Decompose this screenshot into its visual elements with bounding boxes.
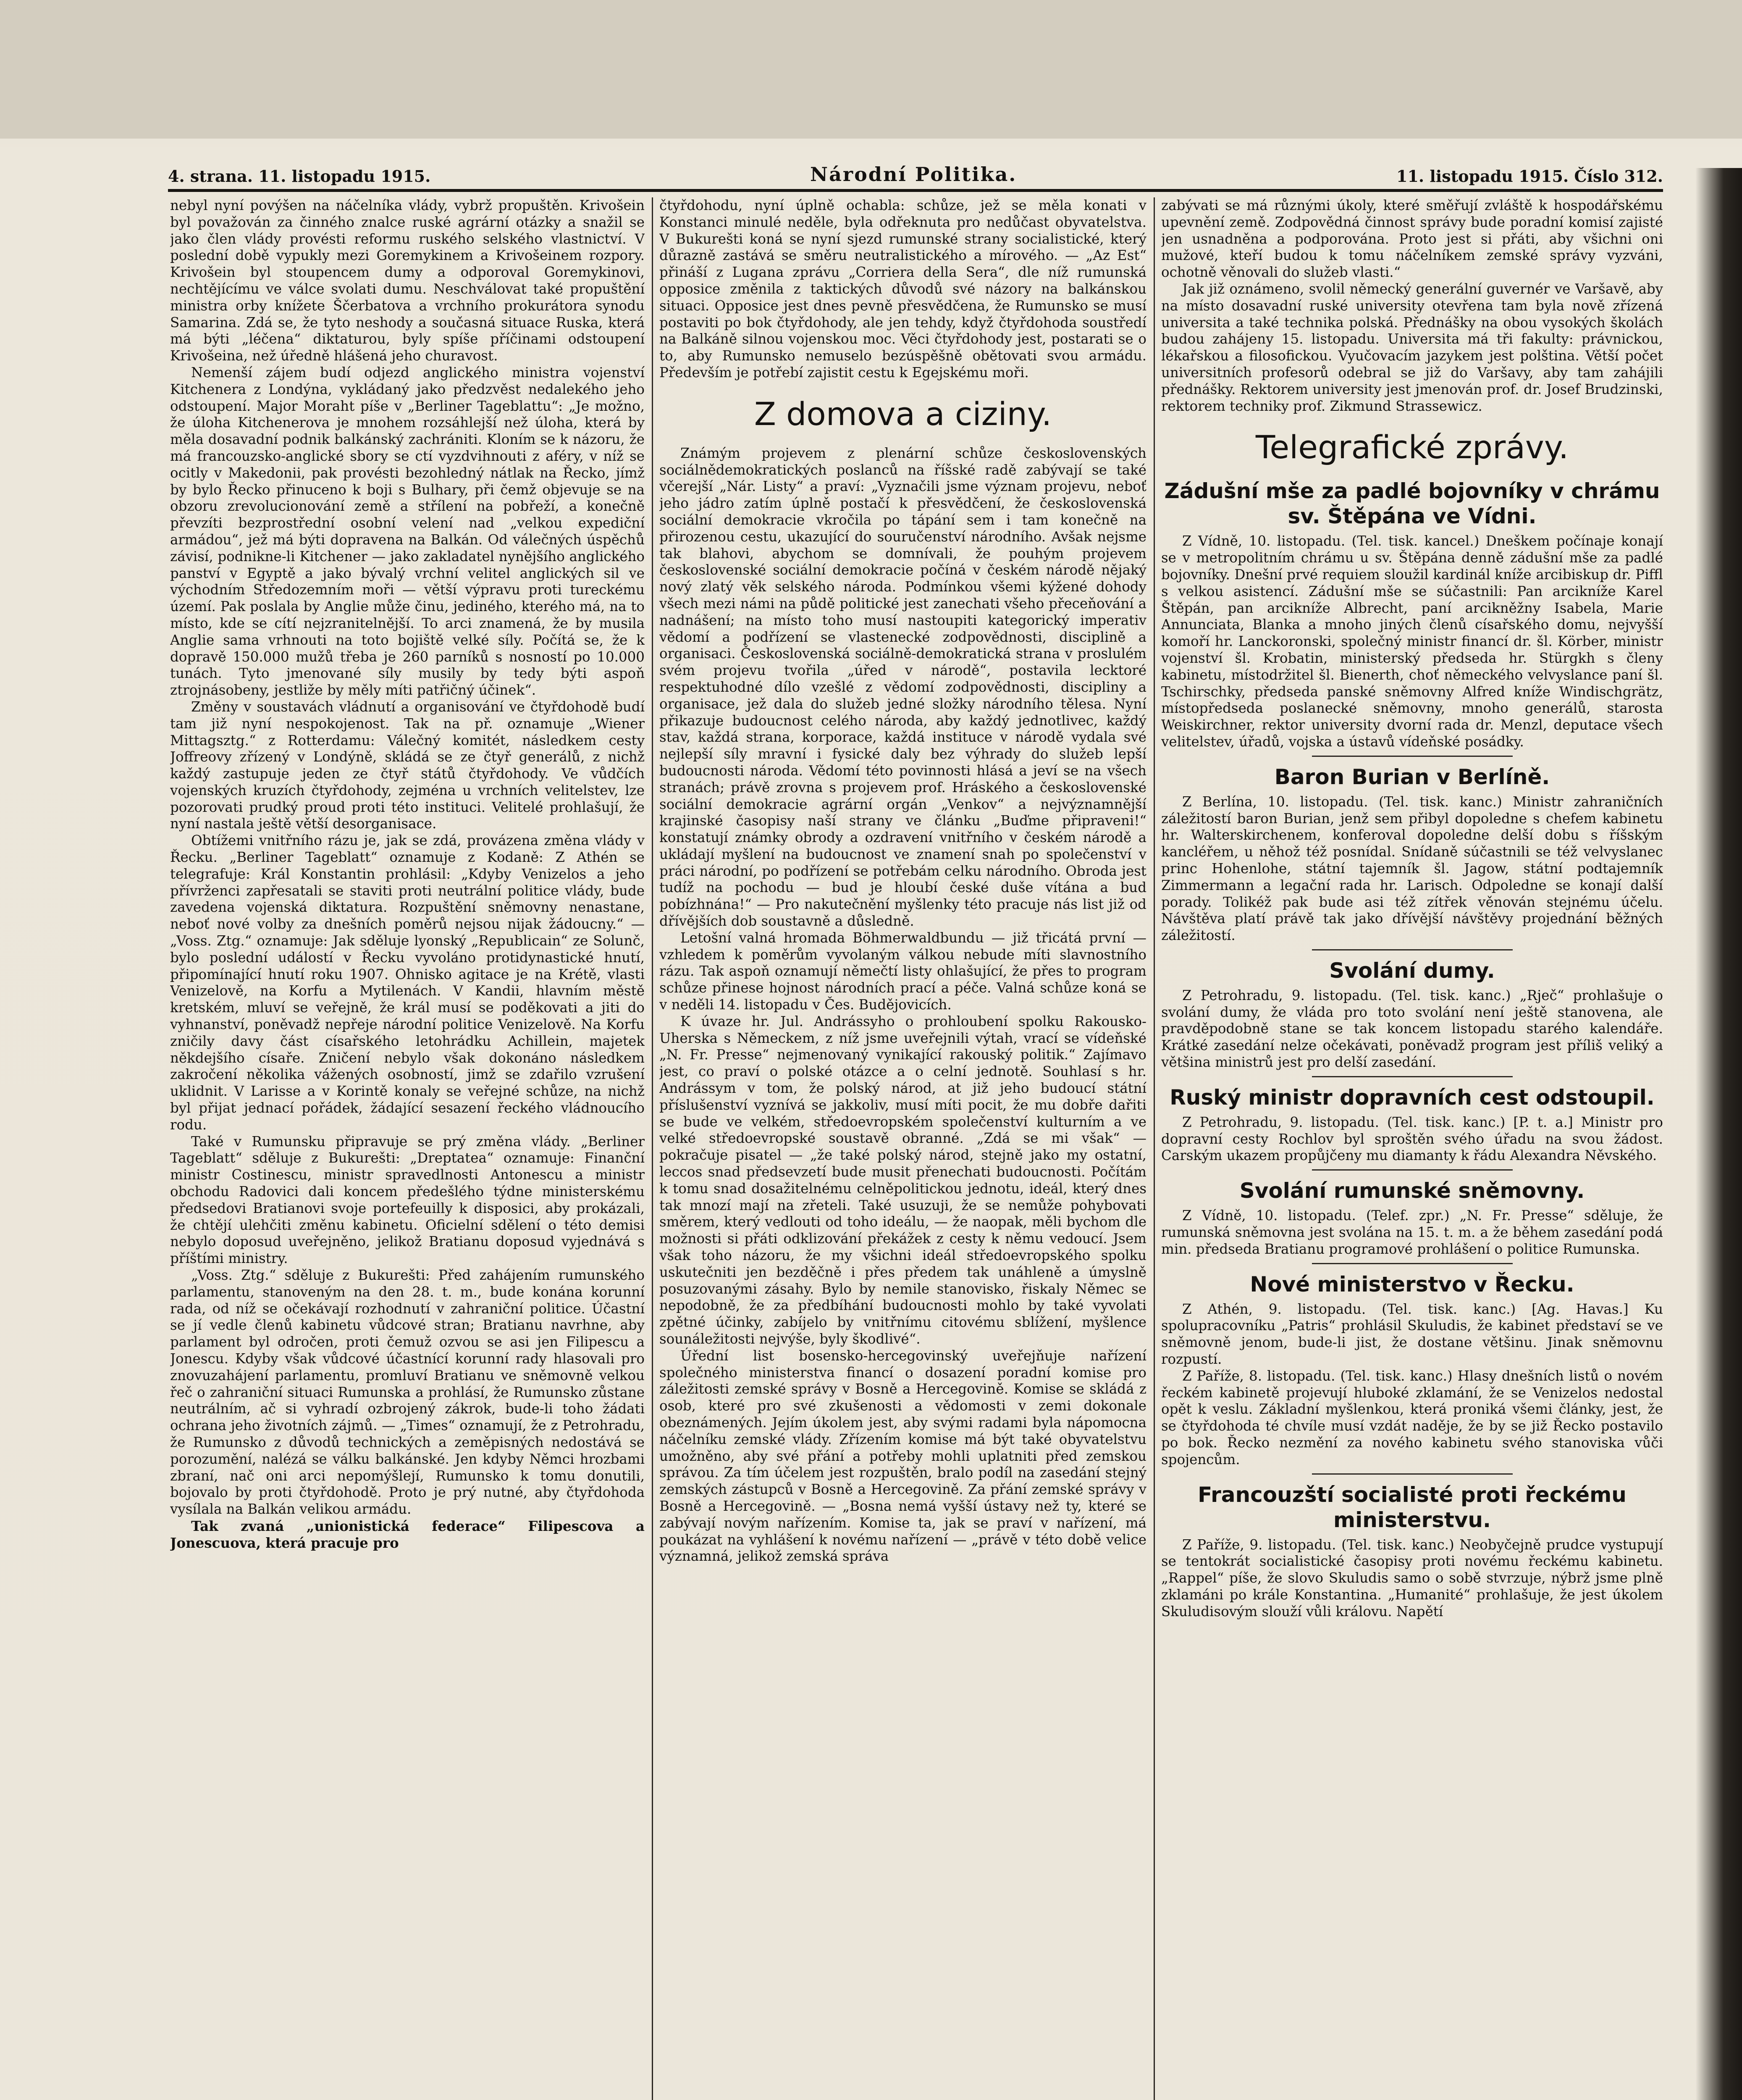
article-text: Z Paříže, 8. listopadu. (Tel. tisk. kanc.) Hlasy dnešních listů o novém řeckém kabinetě projevují hluboké zklamání, že se Venizelos nedostal opět k veslu. Základní myšlenkou, která proniká všemi články, jest, že se čtyřdohoda té chvíle musí vzdát naděje, že by se již Řecko postavilo po bok. Řecko nezmění za nového kabinetu svého stanoviska vůči spojencům. [1161, 1368, 1663, 1467]
header-newspaper-title: Národní Politika. [810, 163, 1017, 186]
article-text: Z Vídně, 10. listopadu. (Telef. zpr.) „N. Fr. Presse“ sděluje, že rumunská sněmovna jest svolána na 15. t. m. a že během zasedání podá min. předseda Bratianu programové prohlášení o politice Rumunska. [1161, 1208, 1663, 1257]
article-text: Z Paříže, 9. listopadu. (Tel. tisk. kanc.) Neobyčejně prudce vystupují se tentokrát socialistické časopisy proti novému řeckému kabinetu. „Rappel“ píše, že slovo Skuludis samo o sobě stvrzuje, nýbrž jsme plně zklamáni po krále Konstantina. „Humanité“ prohlašuje, že jest úkolem Skuludisovým slouží vůli královu. Napětí [1161, 1536, 1663, 1620]
article-text: Z Athén, 9. listopadu. (Tel. tisk. kanc.) [Ag. Havas.] Ku spolupracovníku „Patris“ prohlásil Skuludis, že kabinet představí se ve sněmovně jenom, bude-li jist, že dostane většinu. Jinak sněmovnu rozpustí. [1161, 1301, 1663, 1368]
paragraph: Známým projevem z plenární schůze československých sociálnědemokratických poslanců na říšské radě zabývají se také včerejší „Nár. Listy“ a praví: „Vyznačili jsme význam projevu, neboť jeho jádro zatím úplně postačí k přesvědčení, že československá sociální demokracie vkročila po tápání sem i tam konečně na přirozenou cestu, ukazující do souručenství národního. Avšak nejsme tak blahovi, abychom se domnívali, že pouhým projevem československé sociální demokracie počíná v českém národě nějaký nový zlatý věk selského národa. Podmínkou všemi kýžené dohody všech mezi námi na půdě politické jest zanechati všeho přeceňování a nadnášení; na místo toho musí nastoupiti kategorický imperativ vědomí a podřízení se vlastenecké zodpovědnosti, disciplině a organisaci. Československá sociálně-demokratická strana v proslulém svém projevu tvořila „úřed v národě“, postavila lecktoré respektuhodné dílo vzešlé z vědomí zodpovědnosti, discipliny a organisace, jež dala do služeb jedné složky národního tělesa. Nyní přikazuje budoucnost celého národa, aby každý jednotlivec, každý stav, každá strana, korporace, každá instituce v národě vydala své nejlepší síly mravní i fysické daly bez výhrady do služeb lepší budoucnosti národa. Vědomí této povinnosti hlásá a jeví se na všech stranách; právě zrovna s projevem prof. Hráského a československé sociální demokracie agrární orgán „Venkov“ a nejvýznamnější krajinské časopisy naší strany ve článku „Buďme připraveni!“ konstatují známky obrody a ozdravení vnitřního v českém národě a ukládají myšlení na budoucnost ve znamení snah po společenství v práci národní, po podřízení se potřebám celku národního. Obroda jest tudíž na pochodu — bud je hloubí české duše vítána a bud pobízhnána!“ — Pro nakutečnění myšlenky této pracuje nás list již od dřívějších dob soustavně a důsledně. [659, 445, 1146, 929]
paragraph: Jak již oznámeno, svolil německý generální guvernér ve Varšavě, aby na místo dosavadní ruské university otevřena tam byla nově zřízená universita a také technika polská. Přednášky na obou vysokých školách budou zahájeny 15. listopadu. Universita má tři fakulty: právnickou, lékařskou a filosofickou. Vyučovacím jazykem jest polština. Větší počet universitních profesorů odebral se již do Varšavy, aby tam zahájili přednášky. Rektorem university jest jmenován prof. dr. Josef Brudzinski, rektorem techniky prof. Zikmund Strassewicz. [1161, 281, 1663, 414]
paragraph: zabývati se má různými úkoly, které směřují zvláště k hospodářskému upevnění země. Zodpovědná činnost správy bude poradní komisí zajisté jen usnadněna a podporována. Proto jest si přáti, aby všichni oni mužové, kteří budou k tomu náčelníkem zemské správy vyzváni, ochotně věnovali do služeb vlasti.“ [1161, 197, 1663, 281]
column-3 [1161, 197, 1663, 2100]
article-headline: Baron Burian v Berlíně. [1274, 764, 1550, 789]
article-headline: Zádušní mše za padlé bojovníky v chrámu sv. Štěpána ve Vídni. [1164, 479, 1660, 529]
column-1 [170, 197, 645, 2100]
article-text: Z Berlína, 10. listopadu. (Tel. tisk. kanc.) Ministr zahraničních záležitostí baron Burian, jenž sem přibyl dopoledne s chefem kabinetu hr. Walterskirchenem, konferoval dopoledne delší dobu s říšským kancléřem, u něhož též posnídal. Snídaně súčastnili se též velvyslanec princ Hohenlohe, státní tajemník šl. Jagow, státní podtajemník Zimmermann a legační rada hr. Larisch. Odpoledne se konají další porady. Tolikéž pak bude asi též zítřek věnován stejnému účelu. Návštěva platí právě tak jako dřívější návštěvy projednání běžných záležitostí. [1161, 793, 1663, 944]
paragraph: K úvaze hr. Jul. Andrássyho o prohloubení spolku Rakousko-Uherska s Německem, z níž jsme uveřejnili výtah, vrací se vídeňské „N. Fr. Presse“ nejmenovaný vynikající rakouský politik.“ Zajímavo jest, co praví o polské otázce a o celní jednotě. Souhlasí s hr. Andrássym v tom, že polský národ, at již jeho budoucí státní příslušenství vyznívá se jakkoliv, musí míti pocit, že mu dobře dařiti se bude ve velkém, středoevropském společenství kulturním a ve velké středoevropské soustavě obranné. „Zdá se mi však“ — pokračuje pisatel — „že také polský národ, stejně jako my ostatní, leccos snad předsevzetí bude musit přenechati budoucnosti. Počítám k tomu snad dosažitelnému celněpolitickou jednotu, ideál, který dnes tak mnozí mají na zřeteli. Také usuzuji, že se nemůže pohybovati směrem, který vedlouti od toho ideálu, — že naopak, měli bychom dle možnosti si přáti odklizování překážek z cesty k němu vedoucí. Jsem však toho názoru, že my všichni ideál středoevropského spolku uskutečniti jen bezděčně i přes předem tak unáhleně a úmyslně posuzovanými zásahy. Bylo by nemile stanovisko, řiskaly Němec se nepodobně, že za předbíhání budoucnosti mohlo by také vyvolati zpětné účinky, zabíjelo by vnitřnímu citovému sblížení, myšlence sounáležitosti nejvýše, byly škodlivé“. [659, 1013, 1146, 1347]
article-headline: Svolání dumy. [1329, 958, 1495, 983]
article-headline: Ruský ministr dopravních cest odstoupil. [1170, 1085, 1655, 1110]
article-rule [1312, 1473, 1513, 1475]
article-rule [1312, 1169, 1513, 1171]
column-2 [659, 197, 1146, 2100]
section-heading: Z domova a ciziny. [754, 395, 1052, 433]
paragraph: nebyl nyní povýšen na náčelníka vlády, vybrž propuštěn. Krivošein byl považován za činného znalce ruské agrární otázky a snažil se jako člen vlády provésti reformu ruského selského vlastnictví. V poslední době vypukly mezi Goremykinem a Krivošeinem rozpory. Krivošein byl stoupencem dumy a odporoval Goremykinovi, nechtějícímu ve válce svolati dumu. Neschválovat také propuštění ministra orby knížete Ščerbatova a vrchního prokurátora synodu Samarina. Zdá se, že tyto neshody a současná situace Ruska, která má býti „léčena“ diktaturou, byly spíše příčinami odstoupení Krivošeina, než úředně hlášená jeho churavost. [170, 197, 645, 364]
paragraph: Letošní valná hromada Böhmerwaldbundu — již třicátá první — vzhledem k poměrům vyvolaným válkou nebude míti slavnostního rázu. Tak aspoň oznamují němečtí listy ohlašující, že přes to program schůze přinese hojnost národních prací a péče. Valná schůze koná se v neděli 14. listopadu v Čes. Budějovicích. [659, 929, 1146, 1013]
scan-edge-shadow [1696, 168, 1742, 2100]
header-right: 11. listopadu 1915. Číslo 312. [1396, 167, 1663, 186]
article-headline: Nové ministerstvo v Řecku. [1250, 1272, 1574, 1297]
column-divider [1154, 197, 1155, 2100]
paragraph: čtyřdohodu, nyní úplně ochabla: schůze, jež se měla konati v Konstanci minulé neděle, byla odřeknuta pro nedůčast obyvatelstva. V Bukurešti koná se nyní sjezd rumunské strany socialistické, který důrazně zastává se směru neutralistického a mírového. — „Az Est“ přináší z Lugana zprávu „Corriera della Sera“, dle níž rumunská opposice změnila z taktických důvodů své názory na balkánskou situaci. Opposice jest dnes pevně přesvědčena, že Rumunsko se musí postaviti po bok čtyřdohody, ale jen tehdy, když čtyřdohoda soustředí na Balkáně silnou vojenskou moc. Věci čtyřdohody jest, postarati se o to, aby Rumunsko nemuselo bezúspěšně obětovati svou armádu. Především je potřebí zajistit cestu k Egejskému moři. [659, 197, 1146, 381]
paragraph: Nemenší zájem budí odjezd anglického ministra vojenství Kitchenera z Londýna, vykládaný jako předzvěst nedalekého jeho odstoupení. Major Moraht píše v „Berliner Tageblattu“: „Je možno, že úloha Kitchenerova je mnohem rozsáhlejší než úloha, která by měla dosavadní podnik balkánský zachrániti. Kloním se k názoru, že má francouzsko-anglické sbory se ctí vyzdvihnouti z aféry, v níž se ocitly v Makedonii, pak provésti bezohledný nátlak na Řecko, jímž by bylo Řecko přinuceno k boji s Bulhary, při čemž objevuje se na obzoru zrevolucionování země a střílení na pobřeží, a konečně převzíti bezprostřední osobní velení nad „velkou expediční armádou“, jež má býti dopravena na Balkán. Od válečných úspěchů závisí, podnikne-li Kitchener — jako zakladatel nynějšího anglického panství v Egyptě a jako bývalý vrchní velitel anglických sil ve východním Středozemním moři — větší výpravu proti tureckému území. Pak poslala by Anglie může činu, jediného, kterého má, na to místo, kde se cítí nejzranitelnější. To arci znamená, že by musila Anglie sama vrhnouti na toto bojiště velké síly. Počítá se, že k dopravě 150.000 mužů třeba je 260 parníků s nosností po 10.000 tunách. Tyto jmenované síly musily by tedy býti aspoň ztrojnásobeny, jestliže by měly míti patřičný účinek“. [170, 364, 645, 698]
article-text: Z Vídně, 10. listopadu. (Tel. tisk. kancel.) Dneškem počínaje konají se v metropolitním chrámu u sv. Štěpána denně zádušní mše za padlé bojovníky. Dnešní prvé requiem sloužil kardinál kníže arcibiskup dr. Piffl s velkou asistencí. Zádušní mše se súčastnili: Pan arcikníže Karel Štěpán, pan arcikníže Albrecht, paní arcikněžny Isabela, Marie Annunciata, Blanka a mnoho jiných členů císařského domu, nejvyšší komoří hr. Lanckoronski, společný ministr financí dr. šl. Körber, ministr vojenství šl. Krobatin, ministerský předseda hr. Stürgkh s členy kabinetu, místodržitel šl. Bienerth, choť německého velvyslance paní šl. Tschirschky, předseda panské sněmovny Alfred kníže Windischgrätz, místopředseda poslanecké sněmovny, mnoho generálů, starosta Weiskirchner, rektor university dvorní rada dr. Menzl, deputace všech velitelstev, úřadů, vojska a ústavů vídeňské posádky. [1161, 533, 1663, 750]
section-heading: Telegrafické zprávy. [1255, 428, 1569, 466]
paragraph: Úřední list bosensko-hercegovinský uveřejňuje nařízení společného ministerstva financí o dosazení poradní komise pro záležitosti zemské správy v Bosně a Hercegovině. Komise se skládá z osob, které pro své zkušenosti a vědomosti v zemi dokonale obeznámených. Jejím úkolem jest, aby svými radami byla nápomocna náčelníku zemské vlády. Zřízením komise má být také obyvatelstvu umožněno, aby své přání a potřeby mohli uplatniti před zemskou správou. Za tím účelem jest rozpuštěn, bralo podíl na zasedání stejný zemských zástupců v Bosně a Hercegovině. Za přání zemské správy v Bosně a Hercegovině. — „Bosna nemá vyšší ústavy než ty, které se zabývají novým nařízením. Komise ta, jak se praví v nařízení, má poukázat na vyhlášení k novému nařízení — „právě v této době velice významná, jelikož zemská správa [659, 1347, 1146, 1564]
page-header [168, 156, 1663, 186]
article-rule [1312, 1263, 1513, 1264]
paragraph: Změny v soustavách vládnutí a organisování ve čtyřdohodě budí tam již nyní nespokojenost. Tak na př. oznamuje „Wiener Mittagsztg.“ z Rotterdamu: Válečný komitét, následkem cesty Joffreovy zřízený v Londýně, skládá se ze čtyř generálů, z nichž každý zastupuje jeden ze čtyř států čtyřdohody. Ve vůdčích vojenských kruzích čtyřdohody, zejména u vrchních velitelstev, lze pozorovati prudký proud proti této instituci. Velitelé prohlašují, že nyní nastala ještě větší desorganisace. [170, 698, 645, 832]
paragraph: Tak zvaná „unionistická federace“ Filipescova a Jonescuova, která pracuje pro [170, 1517, 645, 1551]
header-left: 4. strana. 11. listopadu 1915. [168, 167, 431, 186]
article-rule [1312, 756, 1513, 757]
paragraph: „Voss. Ztg.“ sděluje z Bukurešti: Před zahájením rumunského parlamentu, stanoveným na den 28. t. m., bude konána korunní rada, od níž se očekávají rozhodnutí v zahraniční politice. Účastní se jí vedle členů kabinetu vůdcové stran; Bratianu navrhne, aby parlament byl odročen, proti čemuž ozvou se asi jen Filipescu a Jonescu. Kdyby však vůdcové účastnící korunní rady hlasovali pro znovuzahájení parlamentu, promluví Bratianu ve sněmovně velkou řeč o zahraniční situaci Rumunska a prohlásí, že Rumunsko zůstane neutrálním, ač si vyhradí ozbrojený zákrok, bude-li toho žádati ochrana jeho životních zájmů. — „Times“ oznamují, že z Petrohradu, že Rumunsko z důvodů technických a zeměpisných nedostává se porozumění, nalézá se válku balkánské. Jen kdyby Němci hrozbami zbraní, nač oni arci nepomýšlejí, Rumunsko k tomu donutili, bojovalo by proti čtyřdohodě. Proto je prý nutné, aby čtyřdohoda vysílala na Balkán velikou armádu. [170, 1267, 645, 1517]
paragraph: Také v Rumunsku připravuje se prý změna vlády. „Berliner Tageblatt“ sděluje z Bukurešti: „Dreptatea“ oznamuje: Finanční ministr Costinescu, ministr spravedlnosti Antonescu a ministr obchodu Radovici dali koncem předešlého týdne ministerskému předsedovi Bratianovi svoje portefeuilly k disposici, aby prokázali, že chtějí ulehčiti změnu kabinetu. Oficielní sdělení o této demisi nebylo doposud uveřejněno, jelikož Bratianu doposud vyjednává s příštími ministry. [170, 1133, 645, 1267]
article-text: Z Petrohradu, 9. listopadu. (Tel. tisk. kanc.) „Rječ“ prohlašuje o svolání dumy, že vláda pro toto svolání není ještě stanovena, ale pravděpodobně stane se tak koncem listopadu starého kalendáře. Krátké zasedání nelze očekávati, poněvadž program jest příliš veliký a většina ministrů jest pro delší zasedání. [1161, 987, 1663, 1071]
article-headline: Svolání rumunské sněmovny. [1239, 1179, 1585, 1203]
scan-margin-top [0, 0, 1742, 139]
article-text: Z Petrohradu, 9. listopadu. (Tel. tisk. kanc.) [P. t. a.] Ministr pro dopravní cesty Rochlov byl sproštěn svého úřadu na svou žádost. Carským ukazem propůjčeny mu diamanty k řádu Alexandra Něvského. [1161, 1114, 1663, 1164]
column-divider [652, 197, 653, 2100]
paragraph: Obtížemi vnitřního rázu je, jak se zdá, provázena změna vlády v Řecku. „Berliner Tageblatt“ oznamuje z Kodaně: Z Athén se telegrafuje: Král Konstantin prohlásil: „Kdyby Venizelos a jeho přívrženci zapřesatali se staviti proti neutrální politice vlády, bude zavedena vojenská diktatura. Rozpuštění sněmovny nenastane, neboť nové volby za dnešních poměrů nejsou nijak žádoucny.“ — „Voss. Ztg.“ oznamuje: Jak sděluje lyonský „Republicain“ ze Solunč, bylo poslední událostí v Řecku vyvoláno protidynastické hnutí, připomínající hnutí roku 1907. Ohnisko agitace je na Krétě, vlasti Venizelově, na Korfu a Mytilenách. V Kandii, hlavním městě kretském, mluví se veřejně, že král musí se poděkovati a jiti do vyhnanství, poněvadž nepřeje národní politice Venizelově. Na Korfu zničily davy část císařského letohrádku Achillein, majetek někdejšího císaře. Zničení nebylo však dokonáno následkem zakročení několika vážených osobností, jimž se zdařilo vzrušení uklidnit. V Larisse a v Korintě konaly se veřejné schůze, na nichž byl přijat jednací pořádek, žádající sesazení řeckého vládnoucího rodu. [170, 832, 645, 1133]
article-rule [1312, 1076, 1513, 1077]
header-rule [168, 189, 1663, 192]
article-headline: Francouzští socialisté proti řeckému ministerstvu. [1198, 1482, 1627, 1532]
article-rule [1312, 949, 1513, 950]
